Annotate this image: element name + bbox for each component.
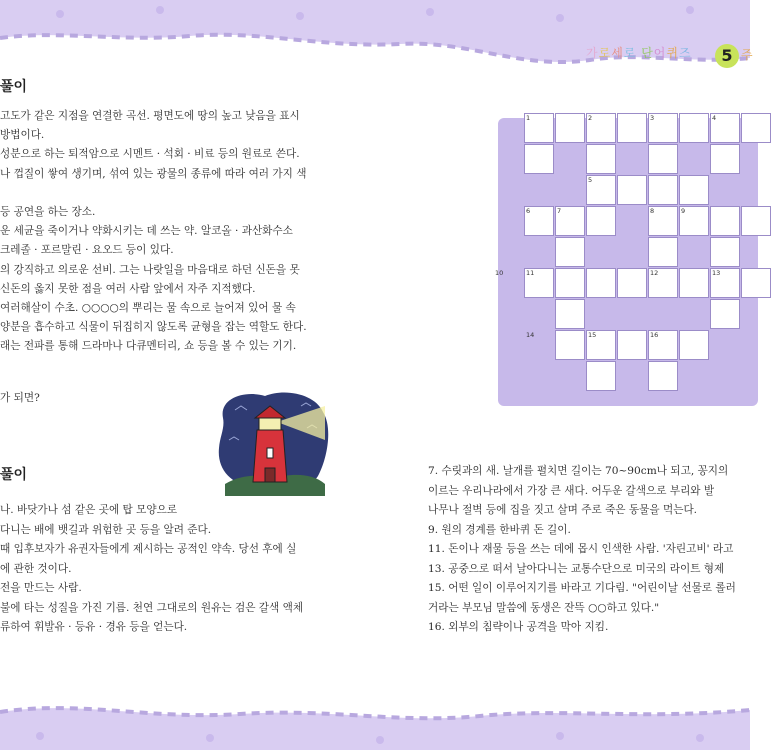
clue-line: 15. 어떤 일이 이루어지기를 바라고 기다림. "어린이날 선물로 롤러 [428,582,736,594]
crossword-number: 5 [588,176,593,184]
crossword-number: 7 [557,207,562,215]
crossword-number: 2 [588,114,593,122]
crossword-cell[interactable] [679,330,709,360]
clue-line: 거라는 부모님 말씀에 동생은 잔뜩 ○○하고 있다." [428,601,660,614]
riddle-question: 가 되면? [0,392,40,404]
header-band [0,0,750,80]
crossword-cell[interactable] [555,299,585,329]
clue-line: 양분을 흡수하고 식물이 뒤집히지 않도록 균형을 잡는 역할도 한다. [0,321,307,334]
crossword-cell[interactable] [617,268,647,298]
clue-line: 나 껍질이 쌓여 생기며, 섞여 있는 광물의 종류에 따라 여러 가지 색 [0,167,307,180]
clue-line: 에 관한 것이다. [0,562,72,575]
clue-line: 신돈의 옳지 못한 점을 여러 사람 앞에서 자주 지적했다. [0,282,256,295]
lighthouse-icon [215,388,333,496]
crossword-cell[interactable] [679,113,709,143]
crossword-cell[interactable] [555,113,585,143]
crossword-cell[interactable] [648,175,678,205]
clue-line: 나무나 절벽 등에 집을 짓고 살며 주로 죽은 동물을 먹는다. [428,504,698,516]
clue-line: 래는 전파를 통해 드라마나 다큐멘터리, 쇼 등을 볼 수 있는 기기. [0,340,297,353]
header-wave [0,0,750,80]
clue-line: 성분으로 하는 퇴적암으로 시멘트 · 석회 · 비료 등의 원료로 쓴다. [0,148,300,161]
series-title-char: 로 [623,46,637,60]
clue-line: 불에 타는 성질을 가진 기름. 천연 그대로의 원유는 검은 갈색 액체 [0,601,304,614]
clue-line: 크레졸 · 포르말린 · 요오드 등이 있다. [0,244,174,257]
section-heading-down: 풀이 [0,467,28,483]
crossword-cell[interactable] [555,268,585,298]
series-title-char: 단 [641,46,654,60]
crossword-number: 12 [650,269,659,277]
lighthouse-illustration [215,388,333,496]
crossword-cell[interactable] [586,206,616,236]
clue-line: 이르는 우리나라에서 가장 큰 새다. 어두운 갈색으로 부리와 발 [428,484,715,497]
crossword-number: 16 [650,331,659,339]
series-title-char: 퀴 [666,46,679,60]
crossword-number: 15 [588,331,597,339]
crossword-cell[interactable] [648,144,678,174]
clue-line: 13. 공중으로 떠서 날아다니는 교통수단으로 미국의 라이트 형제 [428,562,725,575]
series-title-char: 세 [611,46,624,60]
clue-line: 운 세균을 죽이거나 약화시키는 데 쓰는 약. 알코올 · 과산화수소 [0,225,293,238]
crossword-cell[interactable] [555,237,585,267]
clue-line: 여러해살이 수초. ○○○○의 뿌리는 물 속으로 늘어져 있어 물 속 [0,302,296,314]
crossword-cell[interactable] [586,144,616,174]
crossword-cell[interactable] [741,268,771,298]
crossword-cell[interactable] [710,237,740,267]
crossword-cell[interactable] [617,113,647,143]
clue-line: 방법이다. [0,129,45,142]
crossword-number: 4 [712,114,717,122]
crossword-cell[interactable] [617,330,647,360]
footer-wave [0,690,750,750]
footer-band [0,690,750,750]
crossword-number: 10 [495,269,504,277]
clue-line: 다니는 배에 뱃길과 위험한 곳 등을 알려 준다. [0,523,212,536]
clue-line: 고도가 같은 지점을 연결한 곡선. 평면도에 땅의 높고 낮음을 표시 [0,110,300,122]
crossword-cell[interactable] [617,175,647,205]
section-heading-across: 풀이 [0,79,28,95]
crossword-cell[interactable] [648,361,678,391]
crossword-cell[interactable] [679,175,709,205]
series-title-char: 가 [586,46,599,60]
series-title-char: 로 [598,46,612,60]
crossword-number: 6 [526,207,531,215]
clue-line: 나. 바닷가나 섬 같은 곳에 탑 모양으로 [0,504,178,516]
clue-line: 16. 외부의 침략이나 공격을 막아 지킴. [428,621,609,633]
crossword-grid [495,114,758,406]
clue-line: 9. 원의 경계를 한바퀴 돈 길이. [428,523,571,536]
crossword-cell[interactable] [648,237,678,267]
crossword-number: 3 [650,114,655,122]
crossword-cell[interactable] [586,268,616,298]
crossword-cell[interactable] [555,330,585,360]
clue-line: 등 공연을 하는 장소. [0,206,96,218]
crossword-cell[interactable] [741,206,771,236]
clue-line: 의 강직하고 의로운 선비. 그는 나랏일을 마음대로 하던 신돈을 못 [0,263,300,276]
week-badge: 5 [715,44,739,68]
clue-line: 7. 수릿과의 새. 날개를 펼치면 길이는 70~90cm나 되고, 꽁지의 [428,465,729,477]
crossword-cell[interactable] [710,144,740,174]
week-badge-suffix: 주 [741,48,753,62]
series-title [586,44,692,61]
crossword-number: 14 [526,331,535,339]
series-title-char: 어 [653,46,667,60]
series-title-char: 즈 [678,46,692,60]
crossword-cell[interactable] [679,268,709,298]
crossword-number: 8 [650,207,655,215]
crossword-cell[interactable] [710,206,740,236]
crossword-cell[interactable] [524,144,554,174]
clue-line: 전을 만드는 사람. [0,582,82,594]
crossword-number: 9 [681,207,686,215]
crossword-number: 11 [526,269,535,277]
clue-line: 11. 돈이나 재물 등을 쓰는 데에 몹시 인색한 사람. '자린고비' 라고 [428,543,734,555]
crossword-cell[interactable] [710,299,740,329]
crossword-cell[interactable] [741,113,771,143]
crossword-number: 1 [526,114,531,122]
clue-line: 때 입후보자가 유권자들에게 제시하는 공적인 약속. 당선 후에 실 [0,543,297,555]
clue-line: 류하여 휘발유 · 등유 · 경유 등을 얻는다. [0,621,188,633]
crossword-cell[interactable] [586,361,616,391]
crossword-number: 13 [712,269,721,277]
